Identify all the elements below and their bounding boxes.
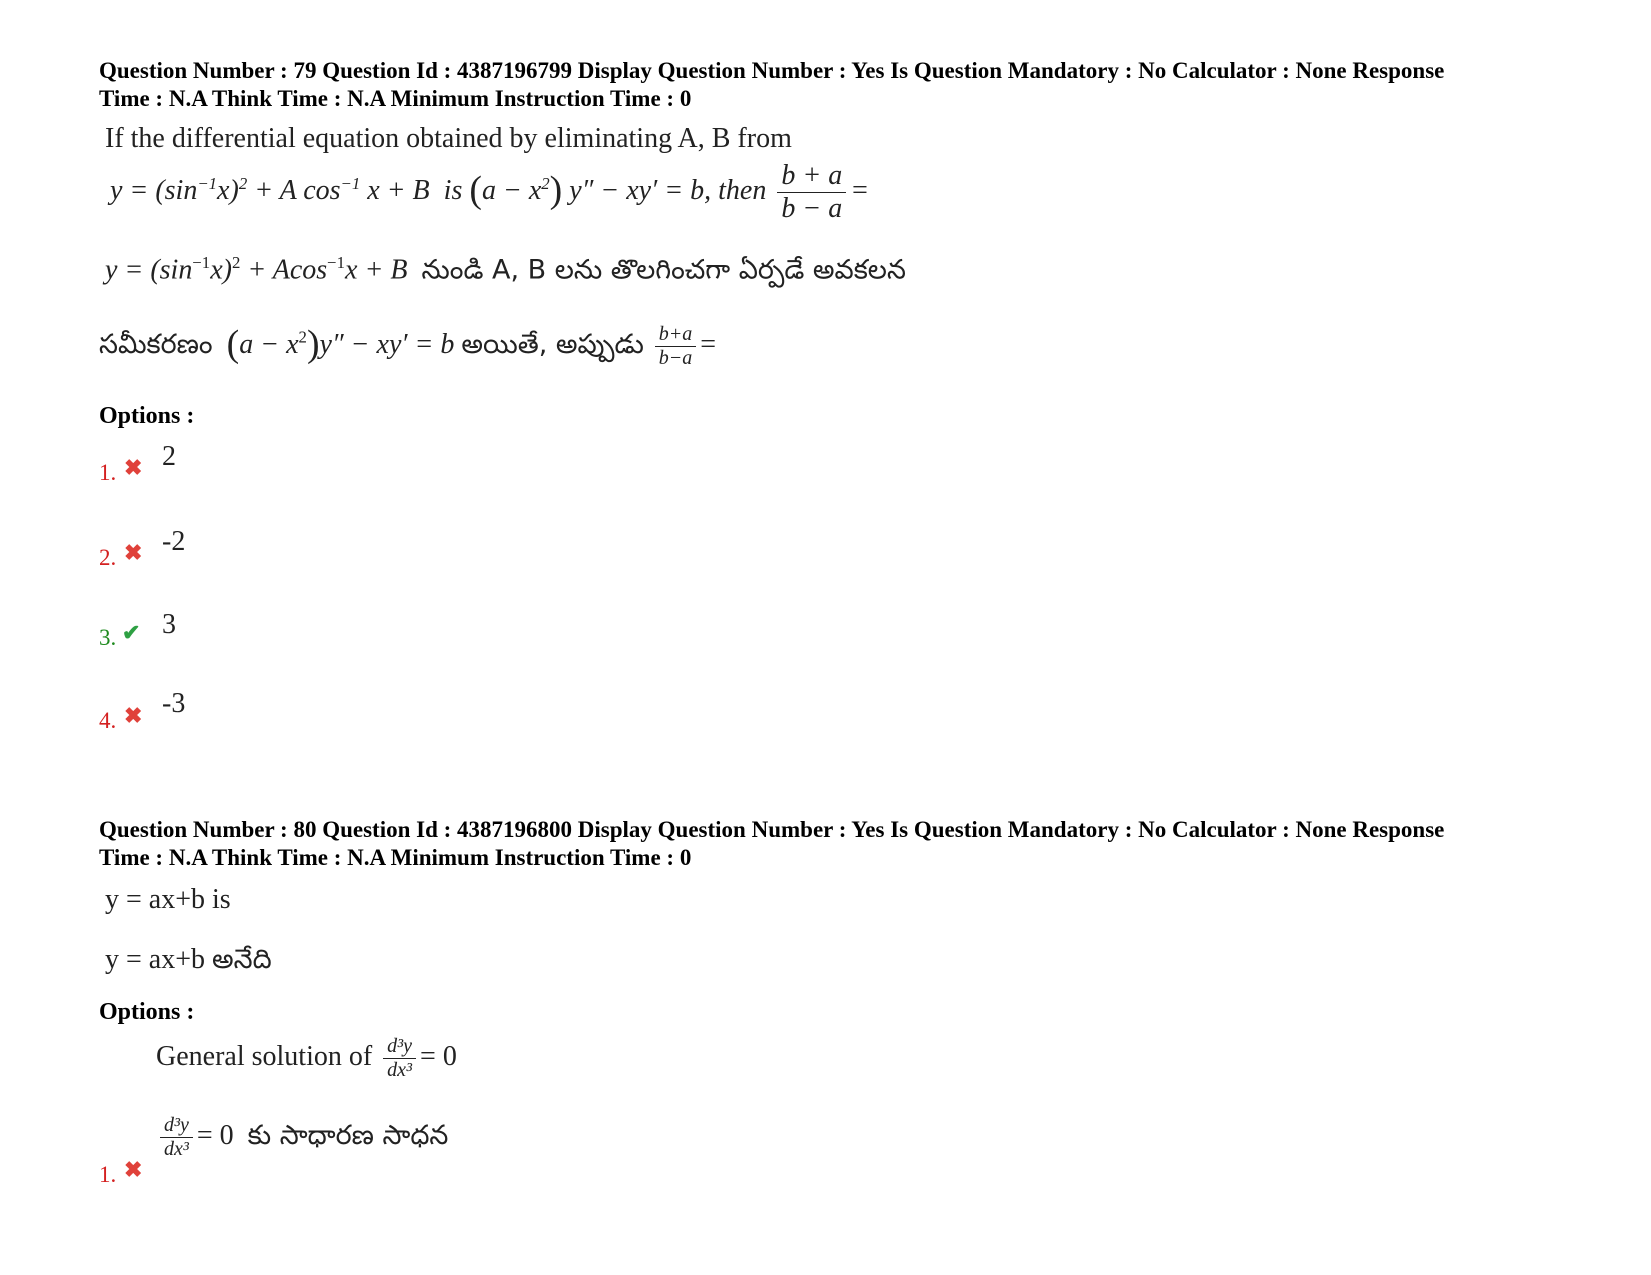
check-mark-icon: ✔: [122, 620, 141, 645]
question-80-options-label: Options :: [99, 999, 195, 1025]
meta-line-1: Question Number : 79 Question Id : 4387196799 Display Question Number : Yes Is Question Mandatory : No Calculator : None Response: [99, 58, 1445, 83]
q80-option-1-english: General solution of $\frac{\text{d³y}}{\text{dx³}}$ = 0: [156, 1035, 457, 1081]
q79-option-2-number: 2.: [99, 545, 117, 570]
q80-option-1-number: 1.: [99, 1162, 117, 1187]
meta-line-2: Time : N.A Think Time : N.A Minimum Instruction Time : 0: [99, 86, 692, 111]
question-79-english-intro: If the differential equation obtained by eliminating A, B from: [105, 123, 792, 154]
q79-option-1-number: 1.: [99, 460, 117, 485]
wrong-mark-icon: ✖: [124, 455, 143, 480]
q80-option-1-telugu: $\frac{\text{d³y}}{\text{dx³}}$ = 0 కు సాధారణ సాధన: [156, 1114, 448, 1161]
question-79-telugu-line-1: $y = (\sin^{-1}x)^2 + Acos^{-1}x + B$ నుండి A, B లను తొలగించగా ఏర్పడే అవకలన: [105, 253, 906, 286]
d3y-dx3-fraction: $\frac{\text{d³y}}{\text{dx³}}$: [160, 1114, 193, 1161]
question-79-options-label: Options :: [99, 403, 195, 429]
meta-line-1: Question Number : 80 Question Id : 4387196800 Display Question Number : Yes Is Question Mandatory : No Calculator : None Response: [99, 817, 1445, 842]
question-79-english-equation: $y = (\sin^{-1}x)^2 + A$ $\cos^{-1} x + B$ is $(a - x^2)$ y″ − xy′ = b, then $\frac{b + a}{b - a}$ =: [110, 160, 870, 225]
wrong-mark-icon: ✖: [124, 703, 143, 728]
q79-option-3-value: 3: [162, 609, 176, 640]
q79-option-4-value: -3: [162, 688, 186, 719]
telugu-fraction: $\frac{b+a}{b-a}$: [655, 323, 697, 370]
q79-option-1-value: 2: [162, 441, 176, 472]
question-80-english-text: y = ax+b is: [105, 884, 231, 915]
fraction-b-plus-a-over-b-minus-a: $\frac{b + a}{b - a}$: [777, 160, 846, 225]
question-79-meta: [99, 57, 1599, 113]
q79-option-2-value: -2: [162, 526, 186, 557]
question-80-telugu-text: y = ax+b అనేది: [105, 944, 272, 975]
question-80-meta: [99, 816, 1599, 872]
meta-line-2: Time : N.A Think Time : N.A Minimum Instruction Time : 0: [99, 845, 692, 870]
wrong-mark-icon: ✖: [124, 540, 143, 565]
wrong-mark-icon: ✖: [124, 1157, 143, 1182]
q79-option-4-number: 4.: [99, 708, 117, 733]
q79-option-3-number: 3.: [99, 625, 117, 650]
question-79-telugu-line-2: సమీకరణం $(a - x^2)y'' - xy' = b$ అయితే, అప్పుడు $\frac{b+a}{b-a}$ =: [99, 323, 717, 370]
d3y-dx3-fraction: $\frac{\text{d³y}}{\text{dx³}}$: [383, 1035, 416, 1082]
